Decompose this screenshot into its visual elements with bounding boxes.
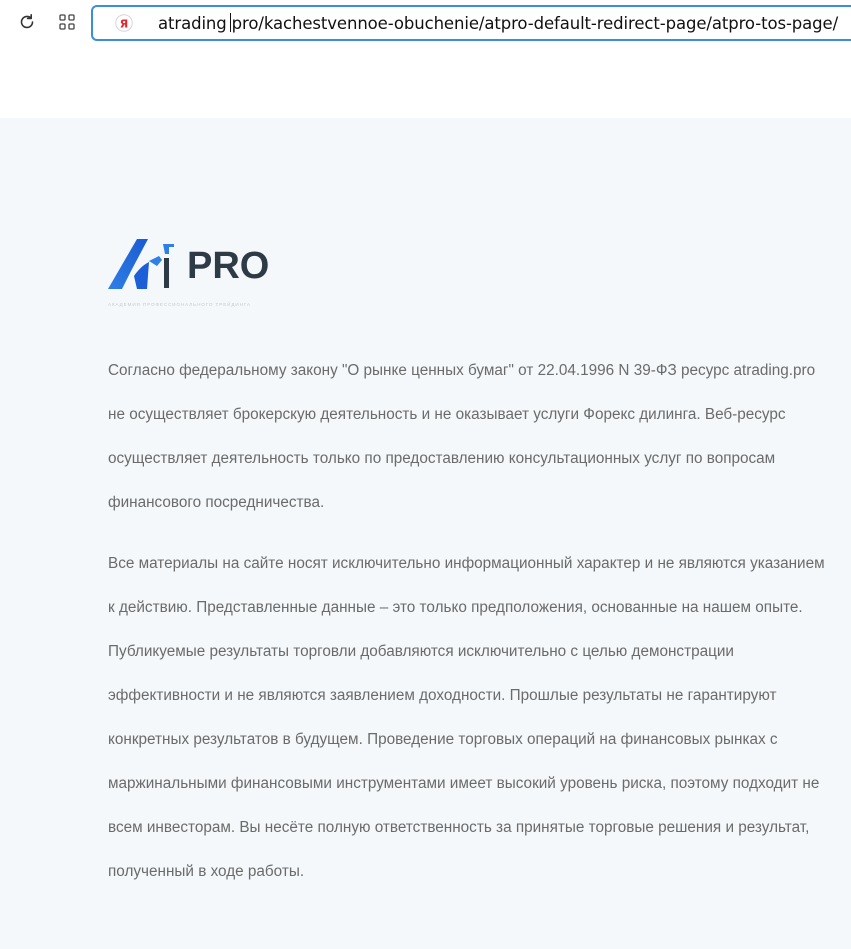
browser-toolbar xyxy=(0,0,851,118)
disclaimer-paragraph-2: Все материалы на сайте носят исключительно информационный характер и не являются указанием к действию. Представленные данные – это только предположения, основанные на нашем опыте. Публикуемые результаты торговли добавляются исключительно с целью демонстрации эффективности и не являются заявлением доходности. Прошлые результаты не гарантируют конкретных результатов в будущем. Проведение торговых операций на финансовых рынках с маржинальными финансовыми инструментами имеет высокий уровень риска, поэтому подходит не всем инвесторам. Вы несёте полную ответственность за принятые торговые решения и результат, полученный в ходе работы. xyxy=(108,555,825,880)
svg-text:Я: Я xyxy=(119,17,129,31)
logo-tagline: АКАДЕМИЯ ПРОФЕССИОНАЛЬНОГО ТРЕЙДИНГА xyxy=(108,302,251,307)
url-host: atrading xyxy=(158,14,227,33)
logo-brand-text: PRO xyxy=(187,245,270,287)
yandex-icon xyxy=(115,14,133,32)
url-input[interactable] xyxy=(158,13,838,33)
page-content xyxy=(0,118,851,949)
address-bar[interactable] xyxy=(91,5,851,41)
atpro-logo[interactable] xyxy=(107,232,297,312)
reload-icon[interactable] xyxy=(14,9,40,35)
disclaimer-paragraph-1: Согласно федеральному закону "О рынке ценных бумаг" от 22.04.1996 N 39-ФЗ ресурс atrading.pro не осуществляет брокерскую деятельность и не оказывает услуги Форекс дилинга. Веб-ресурс осуществляет деятельность только по предоставлению консультационных услуг по вопросам финансового посредничества. xyxy=(108,362,816,511)
tabs-grid-icon[interactable] xyxy=(54,9,80,35)
text-caret xyxy=(230,13,231,32)
url-path: pro/kachestvennoe-obuchenie/atpro-default-redirect-page/atpro-tos-page/ xyxy=(231,14,839,33)
